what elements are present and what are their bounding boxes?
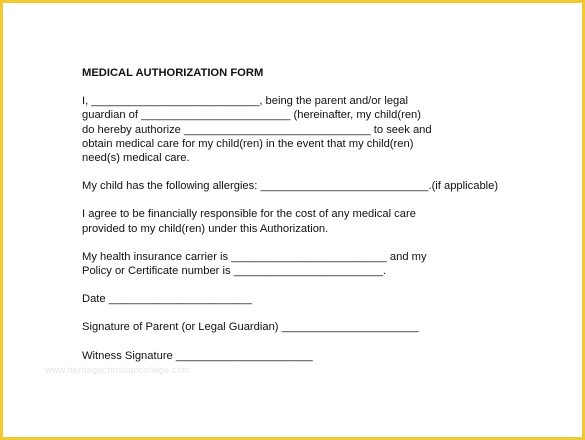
authorization-paragraph: [82, 94, 572, 165]
financial-line: I agree to be financially responsible for the cost of any medical care: [82, 208, 416, 221]
date-line: Date _______________________: [82, 293, 252, 306]
authorization-line: I, ___________________________, being the parent and/or legal: [82, 95, 408, 108]
financial-paragraph: [82, 207, 572, 235]
authorization-line: do hereby authorize ______________________________ to seek and: [82, 123, 432, 136]
authorization-line: need(s) medical care.: [82, 152, 190, 165]
authorization-line: guardian of ________________________ (hereinafter, my child(ren): [82, 109, 421, 122]
insurance-line: Policy or Certificate number is ________________________.: [82, 265, 387, 278]
witness-signature-line: Witness Signature ______________________: [82, 349, 313, 362]
allergies-paragraph: [82, 179, 572, 193]
date-paragraph: [82, 292, 572, 306]
authorization-line: obtain medical care for my child(ren) in the event that my child(ren): [82, 137, 414, 150]
insurance-line: My health insurance carrier is _________________________ and my: [82, 250, 427, 263]
parent-signature-line: Signature of Parent (or Legal Guardian) ______________________: [82, 321, 419, 334]
witness-signature-paragraph: [82, 349, 572, 363]
form-content: [82, 66, 572, 377]
insurance-paragraph: [82, 250, 572, 278]
financial-line: provided to my child(ren) under this Authorization.: [82, 222, 329, 235]
parent-signature-paragraph: [82, 320, 572, 334]
watermark-text: www.heritagechristiancollege.com: [45, 365, 191, 375]
form-title: MEDICAL AUTHORIZATION FORM: [82, 67, 264, 79]
allergies-line: My child has the following allergies: ___________________________.(if applicable): [82, 180, 499, 193]
